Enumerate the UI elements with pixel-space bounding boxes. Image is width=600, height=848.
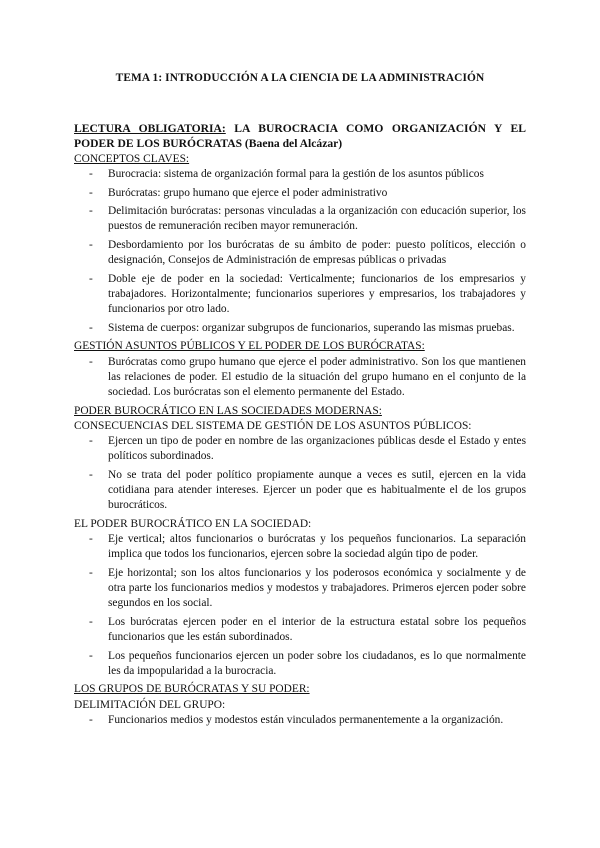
list-item: - Funcionarios medios y modestos están vinculados permanentemente a la organización. [108,713,526,728]
subheading-sociedad: EL PODER BUROCRÁTICO EN LA SOCIEDAD: [74,517,312,530]
reading-heading [74,121,526,152]
section-heading-grupos: LOS GRUPOS DE BURÓCRATAS Y SU PODER: [74,683,310,696]
list-conceptos [74,167,526,336]
list-item: - Burócratas: grupo humano que ejerce el poder administrativo [108,186,526,201]
list-item: - No se trata del poder político propiamente aunque a veces es sutil, ejercen en la vida cotidiana para atender intereses. Ejercer un poder que es habitualmente el de los grupos burocráticos. [108,468,526,514]
list-consecuencias [74,434,526,513]
document-title: TEMA 1: INTRODUCCIÓN A LA CIENCIA DE LA ADMINISTRACIÓN [115,72,485,84]
list-item: - Los burócratas ejercen poder en el interior de la estructura estatal sobre los pequeños funcionarios que les están subordinados. [108,615,526,645]
section-heading-gestion: GESTIÓN ASUNTOS PÚBLICOS Y EL PODER DE LOS BURÓCRATAS: [74,340,425,353]
list-item: - Sistema de cuerpos: organizar subgrupos de funcionarios, superando las mismas pruebas. [108,321,526,336]
list-sociedad [74,532,526,679]
subheading-consecuencias: CONSECUENCIAS DEL SISTEMA DE GESTIÓN DE LOS ASUNTOS PÚBLICOS: [74,419,472,432]
list-item: - Desbordamiento por los burócratas de su ámbito de poder: puesto políticos, elección o designación, Consejos de Administración de empresas públicas o privadas [108,238,526,268]
subheading-delimitacion: DELIMITACIÓN DEL GRUPO: [74,698,226,711]
reading-label: LECTURA OBLIGATORIA: [74,122,226,135]
section-heading-poder-burocratico: PODER BUROCRÁTICO EN LAS SOCIEDADES MODERNAS: [74,404,382,417]
list-item: - Burocracia: sistema de organización formal para la gestión de los asuntos públicos [108,167,526,182]
list-item: - Los pequeños funcionarios ejercen un poder sobre los ciudadanos, es lo que normalmente les da impopularidad a la burocracia. [108,649,526,679]
list-item: - Ejercen un tipo de poder en nombre de las organizaciones públicas desde el Estado y entes políticos subordinados. [108,434,526,464]
list-item: - Eje horizontal; son los altos funcionarios y los poderosos económica y socialmente y de otra parte los funcionarios medios y modestos y trabajadores. Primeros ejercen poder sobre segundos en los social. [108,566,526,612]
section-heading-conceptos: CONCEPTOS CLAVES: [74,152,190,165]
list-item: - Eje vertical; altos funcionarios o burócratas y los pequeños funcionarios. La separación implica que todos los funcionarios, ejercen sobre la sociedad algún tipo de poder. [108,532,526,562]
reading-title: LA BUROCRACIA COMO ORGANIZACIÓN Y EL PODER DE LOS BURÓCRATAS (Baena del Alcázar) [74,122,526,151]
list-item: - Burócratas como grupo humano que ejerce el poder administrativo. Son los que mantienen las relaciones de poder. El estudio de la situación del grupo humano en el conjunto de la sociedad. Los burócratas son el elemento permanente del Estado. [108,355,526,401]
list-item: - Doble eje de poder en la sociedad: Verticalmente; funcionarios de los empresarios y trabajadores. Horizontalmente; funcionarios superiores y empresarios, los trabajadores y funcionarios por otro lado. [108,272,526,318]
list-delimitacion [74,713,526,728]
document-content [74,121,526,731]
list-gestion [74,355,526,401]
list-item: - Delimitación burócratas: personas vinculadas a la organización con educación superior, los puestos de remuneración reciben mayor remuneración. [108,204,526,234]
